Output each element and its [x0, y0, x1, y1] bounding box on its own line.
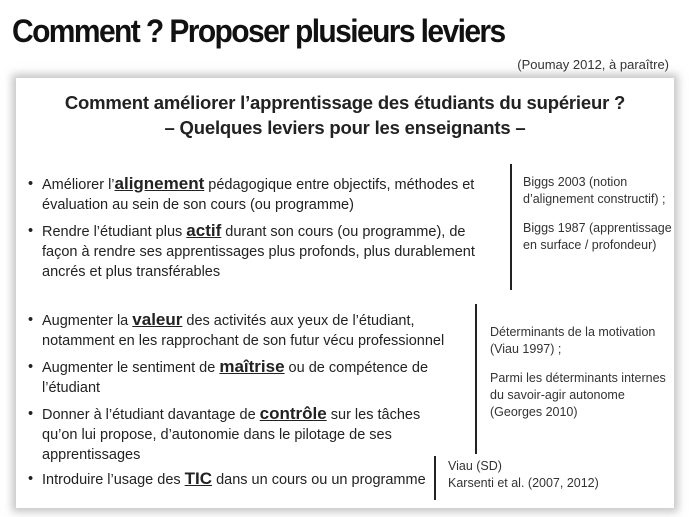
- panel-heading-line2: – Quelques leviers pour les enseignants –: [164, 117, 526, 138]
- ref-biggs-2003: Biggs 2003 (notion d’alignement constructif) ;: [523, 175, 666, 206]
- bullet-alignement: [28, 174, 494, 215]
- ref-viau-1997: Déterminants de la motivation (Viau 1997) ;: [490, 325, 656, 356]
- refs-group-3: [438, 458, 648, 492]
- bullet-text: Augmenter la: [42, 313, 133, 329]
- keyword-valeur: valeur: [132, 310, 183, 329]
- bullet-text: Introduire l’usage des: [42, 472, 185, 488]
- bullet-tic: [28, 469, 438, 490]
- keyword-actif: actif: [186, 221, 222, 240]
- panel-heading-line1: Comment améliorer l’apprentissage des étudiants du supérieur ?: [64, 92, 626, 113]
- citation-poumay: (Poumay 2012, à paraître): [517, 57, 669, 72]
- ref-viau-sd: Viau (SD): [448, 459, 502, 473]
- content-panel: [16, 78, 674, 508]
- bullet-maitrise: [28, 357, 458, 398]
- panel-heading: [16, 90, 674, 140]
- bullet-text: des activités aux yeux de l’étudiant, notamment en les rapprochant de son futur vécu professionnel: [42, 313, 445, 349]
- ref-georges-2010: Parmi les déterminants internes du savoir-agir autonome (Georges 2010): [490, 371, 666, 419]
- keyword-controle: contrôle: [259, 404, 327, 423]
- bullet-group-3: [28, 469, 438, 496]
- bullet-text: Rendre l’étudiant plus: [42, 224, 187, 240]
- keyword-alignement: alignement: [114, 174, 205, 193]
- bullet-text: dans un cours ou un programme: [212, 472, 426, 488]
- keyword-maitrise: maîtrise: [219, 357, 285, 376]
- divider-group-2: [475, 304, 477, 454]
- divider-group-1: [510, 164, 512, 290]
- refs-group-2: [480, 324, 670, 433]
- bullet-text: ou de compétence de l’étudiant: [42, 360, 429, 396]
- keyword-tic: TIC: [184, 469, 213, 488]
- bullet-text: Augmenter le sentiment de: [42, 360, 220, 376]
- refs-group-1: [513, 174, 673, 266]
- bullet-group-1: [28, 174, 494, 288]
- slide-title: Comment ? Proposer plusieurs leviers: [12, 14, 505, 50]
- bullet-text: Améliorer l’: [42, 177, 115, 193]
- divider-group-3: [434, 456, 436, 500]
- bullet-text: Donner à l’étudiant davantage de: [42, 407, 260, 423]
- bullet-actif: [28, 221, 494, 282]
- bullet-valeur: [28, 310, 458, 351]
- bullet-text: sur les tâches qu’on lui propose, d’autonomie dans le pilotage de ses apprentissages: [42, 407, 421, 463]
- bullet-group-2: [28, 310, 458, 471]
- ref-biggs-1987: Biggs 1987 (apprentissage en surface / profondeur): [523, 221, 672, 252]
- ref-karsenti: Karsenti et al. (2007, 2012): [448, 476, 599, 490]
- bullet-text: durant son cours (ou programme), de façon à rendre ses apprentissages plus profonds, plus durablement ancrés et plus transférables: [42, 224, 475, 280]
- bullet-text: pédagogique entre objectifs, méthodes et évaluation au sein de son cours (ou programme): [42, 177, 475, 213]
- bullet-controle: [28, 404, 458, 465]
